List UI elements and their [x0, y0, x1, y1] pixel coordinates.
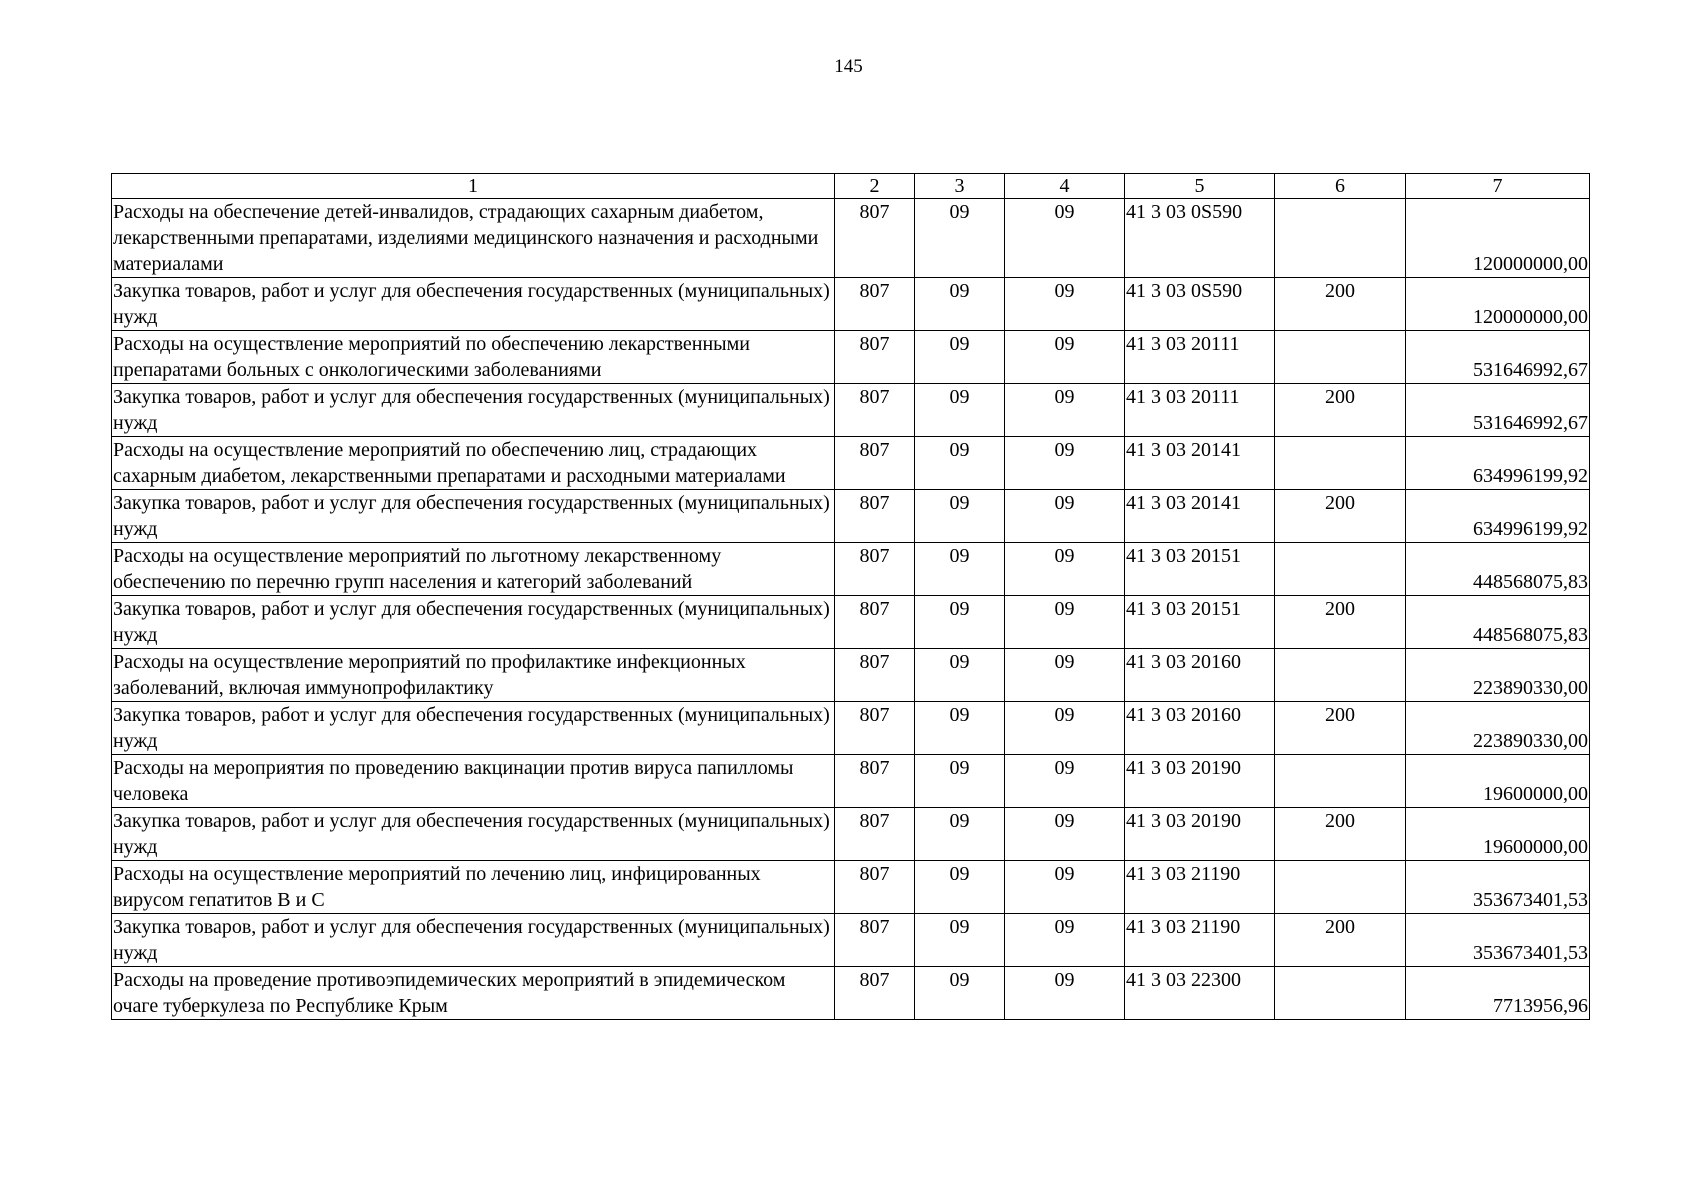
department-code-cell: 807: [835, 649, 915, 702]
expense-type-cell: [1275, 967, 1406, 1020]
department-code-cell: 807: [835, 596, 915, 649]
header-cell-5: 5: [1125, 174, 1275, 199]
department-code-cell: 807: [835, 437, 915, 490]
table-row: [112, 596, 1590, 649]
expense-name-cell: Закупка товаров, работ и услуг для обеспечения государственных (муниципальных) нужд: [112, 914, 835, 967]
header-cell-2: 2: [835, 174, 915, 199]
amount-cell: 120000000,00: [1406, 199, 1590, 278]
amount-cell: 531646992,67: [1406, 384, 1590, 437]
department-code-cell: 807: [835, 199, 915, 278]
table-row: [112, 490, 1590, 543]
expense-name-cell: Расходы на осуществление мероприятий по лечению лиц, инфицированных вирусом гепатитов В и С: [112, 861, 835, 914]
amount-cell: 531646992,67: [1406, 331, 1590, 384]
expense-type-cell: [1275, 649, 1406, 702]
budget-table: [111, 173, 1590, 1020]
target-article-cell: 41 3 03 20190: [1125, 755, 1275, 808]
table-body: [112, 174, 1590, 1020]
subsection-code-cell: 09: [1005, 278, 1125, 331]
amount-cell: 223890330,00: [1406, 702, 1590, 755]
expense-type-cell: 200: [1275, 384, 1406, 437]
subsection-code-cell: 09: [1005, 755, 1125, 808]
table-row: [112, 543, 1590, 596]
section-code-cell: 09: [915, 278, 1005, 331]
target-article-cell: 41 3 03 21190: [1125, 861, 1275, 914]
header-cell-4: 4: [1005, 174, 1125, 199]
subsection-code-cell: 09: [1005, 199, 1125, 278]
department-code-cell: 807: [835, 278, 915, 331]
subsection-code-cell: 09: [1005, 861, 1125, 914]
department-code-cell: 807: [835, 861, 915, 914]
expense-type-cell: 200: [1275, 490, 1406, 543]
subsection-code-cell: 09: [1005, 808, 1125, 861]
amount-cell: 7713956,96: [1406, 967, 1590, 1020]
expense-name-cell: Закупка товаров, работ и услуг для обеспечения государственных (муниципальных) нужд: [112, 490, 835, 543]
department-code-cell: 807: [835, 331, 915, 384]
department-code-cell: 807: [835, 490, 915, 543]
amount-cell: 634996199,92: [1406, 437, 1590, 490]
expense-name-cell: Расходы на осуществление мероприятий по обеспечению лиц, страдающих сахарным диабетом, лекарственными препаратами и расходными материалами: [112, 437, 835, 490]
expense-type-cell: [1275, 755, 1406, 808]
section-code-cell: 09: [915, 490, 1005, 543]
section-code-cell: 09: [915, 384, 1005, 437]
table-row: [112, 755, 1590, 808]
target-article-cell: 41 3 03 20141: [1125, 437, 1275, 490]
subsection-code-cell: 09: [1005, 596, 1125, 649]
section-code-cell: 09: [915, 437, 1005, 490]
expense-type-cell: 200: [1275, 278, 1406, 331]
expense-name-cell: Закупка товаров, работ и услуг для обеспечения государственных (муниципальных) нужд: [112, 702, 835, 755]
table-row: [112, 199, 1590, 278]
target-article-cell: 41 3 03 20160: [1125, 702, 1275, 755]
amount-cell: 19600000,00: [1406, 755, 1590, 808]
header-cell-3: 3: [915, 174, 1005, 199]
target-article-cell: 41 3 03 20190: [1125, 808, 1275, 861]
target-article-cell: 41 3 03 20141: [1125, 490, 1275, 543]
amount-cell: 448568075,83: [1406, 543, 1590, 596]
subsection-code-cell: 09: [1005, 543, 1125, 596]
department-code-cell: 807: [835, 808, 915, 861]
amount-cell: 120000000,00: [1406, 278, 1590, 331]
page-number: 145: [834, 56, 863, 77]
section-code-cell: 09: [915, 861, 1005, 914]
header-cell-1: 1: [112, 174, 835, 199]
subsection-code-cell: 09: [1005, 384, 1125, 437]
target-article-cell: 41 3 03 20160: [1125, 649, 1275, 702]
expense-name-cell: Закупка товаров, работ и услуг для обеспечения государственных (муниципальных) нужд: [112, 384, 835, 437]
amount-cell: 634996199,92: [1406, 490, 1590, 543]
header-cell-7: 7: [1406, 174, 1590, 199]
expense-type-cell: 200: [1275, 702, 1406, 755]
target-article-cell: 41 3 03 0S590: [1125, 199, 1275, 278]
expense-name-cell: Закупка товаров, работ и услуг для обеспечения государственных (муниципальных) нужд: [112, 808, 835, 861]
department-code-cell: 807: [835, 755, 915, 808]
subsection-code-cell: 09: [1005, 967, 1125, 1020]
table-row: [112, 437, 1590, 490]
target-article-cell: 41 3 03 0S590: [1125, 278, 1275, 331]
subsection-code-cell: 09: [1005, 490, 1125, 543]
expense-name-cell: Закупка товаров, работ и услуг для обеспечения государственных (муниципальных) нужд: [112, 596, 835, 649]
table-row: [112, 702, 1590, 755]
subsection-code-cell: 09: [1005, 702, 1125, 755]
expense-type-cell: 200: [1275, 808, 1406, 861]
department-code-cell: 807: [835, 384, 915, 437]
table-row: [112, 861, 1590, 914]
expense-type-cell: 200: [1275, 914, 1406, 967]
table-row: [112, 278, 1590, 331]
expense-name-cell: Расходы на мероприятия по проведению вакцинации против вируса папилломы человека: [112, 755, 835, 808]
amount-cell: 353673401,53: [1406, 861, 1590, 914]
expense-name-cell: Расходы на проведение противоэпидемических мероприятий в эпидемическом очаге туберкулеза по Республике Крым: [112, 967, 835, 1020]
department-code-cell: 807: [835, 967, 915, 1020]
target-article-cell: 41 3 03 20111: [1125, 384, 1275, 437]
table-row: [112, 914, 1590, 967]
expense-name-cell: Расходы на обеспечение детей-инвалидов, страдающих сахарным диабетом, лекарственными препаратами, изделиями медицинского назначения и расходными материалами: [112, 199, 835, 278]
section-code-cell: 09: [915, 649, 1005, 702]
subsection-code-cell: 09: [1005, 437, 1125, 490]
section-code-cell: 09: [915, 808, 1005, 861]
table-header-row: [112, 174, 1590, 199]
subsection-code-cell: 09: [1005, 649, 1125, 702]
section-code-cell: 09: [915, 596, 1005, 649]
amount-cell: 448568075,83: [1406, 596, 1590, 649]
expense-type-cell: [1275, 331, 1406, 384]
amount-cell: 223890330,00: [1406, 649, 1590, 702]
section-code-cell: 09: [915, 967, 1005, 1020]
section-code-cell: 09: [915, 914, 1005, 967]
expense-type-cell: [1275, 861, 1406, 914]
expense-name-cell: Расходы на осуществление мероприятий по льготному лекарственному обеспечению по перечню групп населения и категорий заболеваний: [112, 543, 835, 596]
section-code-cell: 09: [915, 755, 1005, 808]
section-code-cell: 09: [915, 702, 1005, 755]
table-row: [112, 331, 1590, 384]
target-article-cell: 41 3 03 21190: [1125, 914, 1275, 967]
department-code-cell: 807: [835, 702, 915, 755]
header-cell-6: 6: [1275, 174, 1406, 199]
section-code-cell: 09: [915, 331, 1005, 384]
subsection-code-cell: 09: [1005, 914, 1125, 967]
target-article-cell: 41 3 03 20151: [1125, 596, 1275, 649]
table-row: [112, 649, 1590, 702]
amount-cell: 353673401,53: [1406, 914, 1590, 967]
department-code-cell: 807: [835, 914, 915, 967]
section-code-cell: 09: [915, 199, 1005, 278]
expense-name-cell: Расходы на осуществление мероприятий по обеспечению лекарственными препаратами больных с онкологическими заболеваниями: [112, 331, 835, 384]
expense-type-cell: [1275, 199, 1406, 278]
expense-type-cell: [1275, 437, 1406, 490]
section-code-cell: 09: [915, 543, 1005, 596]
amount-cell: 19600000,00: [1406, 808, 1590, 861]
subsection-code-cell: 09: [1005, 331, 1125, 384]
target-article-cell: 41 3 03 20111: [1125, 331, 1275, 384]
table-row: [112, 967, 1590, 1020]
expense-type-cell: [1275, 543, 1406, 596]
target-article-cell: 41 3 03 22300: [1125, 967, 1275, 1020]
department-code-cell: 807: [835, 543, 915, 596]
expense-name-cell: Расходы на осуществление мероприятий по профилактике инфекционных заболеваний, включая иммунопрофилактику: [112, 649, 835, 702]
table-row: [112, 808, 1590, 861]
target-article-cell: 41 3 03 20151: [1125, 543, 1275, 596]
expense-type-cell: 200: [1275, 596, 1406, 649]
table-row: [112, 384, 1590, 437]
expense-name-cell: Закупка товаров, работ и услуг для обеспечения государственных (муниципальных) нужд: [112, 278, 835, 331]
